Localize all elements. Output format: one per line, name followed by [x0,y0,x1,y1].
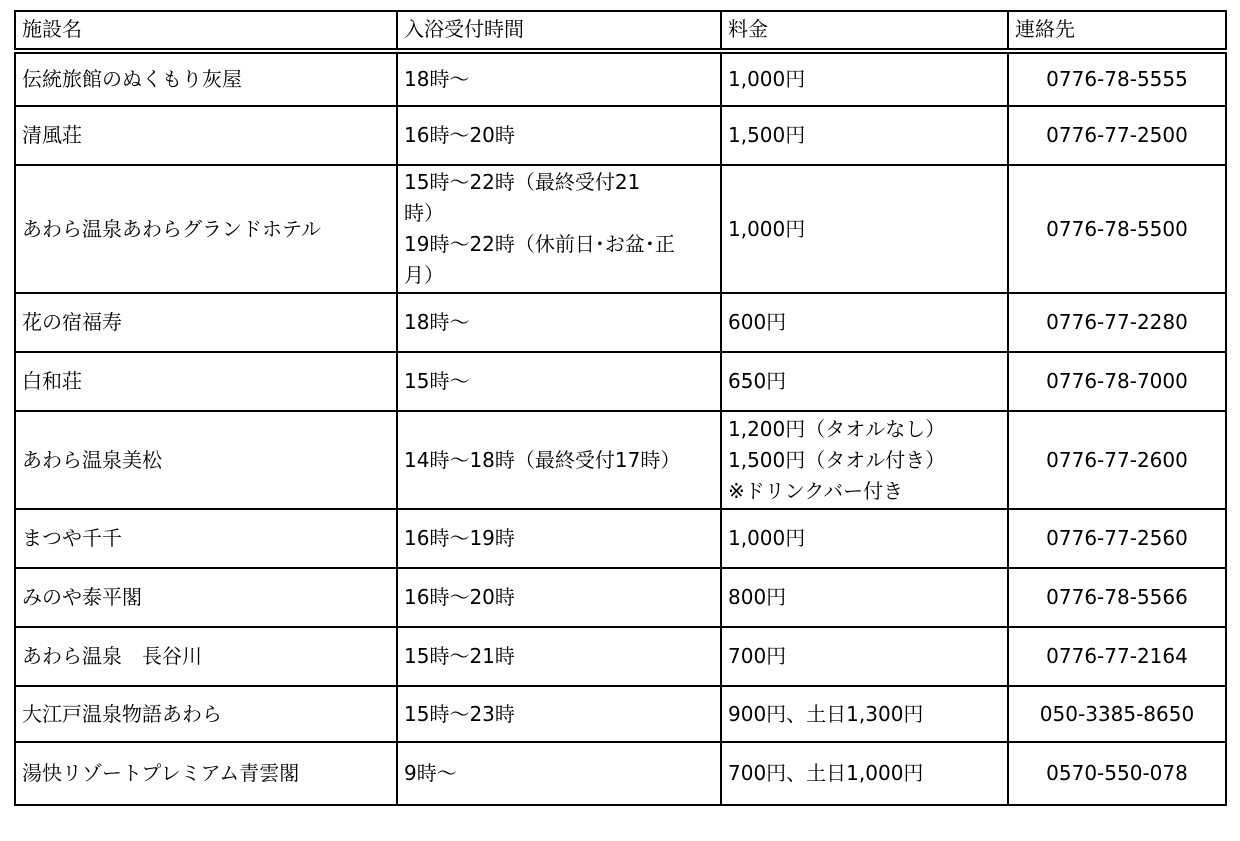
hours-line: 16時～20時 [404,585,515,609]
contact-phone: 050-3385-8650 [1008,686,1226,742]
hours-line: 16時～20時 [404,123,515,147]
table-row [15,568,1226,627]
table-row [15,165,1226,293]
contact-phone: 0776-77-2500 [1008,106,1226,165]
fee-line: 650円 [728,369,787,393]
fee-line: 700円、土日1,000円 [728,761,924,785]
fee-line: 1,500円 [728,123,806,147]
fee-line: 1,200円（タオルなし） [728,416,946,441]
hours-line: 15時～ [404,369,470,393]
header-contact: 連絡先 [1008,11,1226,51]
hours-line: 15時～23時 [404,701,515,726]
fee [721,686,1008,742]
header-name: 施設名 [15,11,397,51]
hours-line: 9時～ [404,761,457,785]
contact-phone: 0776-77-2600 [1008,411,1226,509]
fee-line: 1,000円 [728,526,806,550]
contact-phone: 0776-77-2164 [1008,627,1226,686]
table-row [15,293,1226,352]
reception-hours [397,165,721,293]
fee-line: 700円 [728,644,787,668]
table-row [15,742,1226,805]
reception-hours [397,51,721,106]
table-row [15,411,1226,509]
contact-phone: 0776-78-5555 [1008,51,1226,106]
reception-hours [397,106,721,165]
reception-hours [397,742,721,805]
reception-hours [397,352,721,411]
header-hours: 入浴受付時間 [397,11,721,51]
contact-phone: 0776-78-5500 [1008,165,1226,293]
hours-line: 18時～ [404,67,470,91]
reception-hours [397,568,721,627]
fee-line: 1,000円 [728,67,806,91]
onsen-facility-table [14,10,1227,806]
header-row [15,11,1226,51]
hours-line: 月） [404,263,444,287]
fee [721,627,1008,686]
table-row [15,627,1226,686]
table-row [15,51,1226,106]
fee [721,51,1008,106]
facility-name: 伝統旅館のぬくもり灰屋 [15,51,397,106]
hours-line: 15時～22時（最終受付21 [404,170,641,194]
hours-line: 時） [404,201,444,225]
hours-line: 15時～21時 [404,644,515,668]
hours-line: 19時～22時（休前日･お盆･正 [404,232,675,256]
fee-line: 1,000円 [728,216,806,241]
facility-name: 花の宿福寿 [15,293,397,352]
table-row [15,352,1226,411]
fee [721,742,1008,805]
fee-line: 800円 [728,585,787,609]
reception-hours [397,293,721,352]
contact-phone: 0776-78-5566 [1008,568,1226,627]
reception-hours [397,509,721,568]
table-row [15,509,1226,568]
table-row [15,106,1226,165]
facility-name: あわら温泉あわらグランドホテル [15,165,397,293]
contact-phone: 0776-77-2280 [1008,293,1226,352]
fee [721,568,1008,627]
contact-phone: 0776-77-2560 [1008,509,1226,568]
fee [721,165,1008,293]
hours-line: 16時～19時 [404,526,515,550]
reception-hours [397,627,721,686]
facility-name: 清風荘 [15,106,397,165]
facility-name: みのや泰平閣 [15,568,397,627]
facility-name: あわら温泉美松 [15,411,397,509]
fee [721,411,1008,509]
fee-line: 1,500円（タオル付き） [728,447,946,472]
hours-line: 18時～ [404,310,470,334]
header-fee: 料金 [721,11,1008,51]
facility-name: 大江戸温泉物語あわら [15,686,397,742]
fee [721,293,1008,352]
facility-name: 白和荘 [15,352,397,411]
table-row [15,686,1226,742]
reception-hours [397,686,721,742]
contact-phone: 0570-550-078 [1008,742,1226,805]
fee-line: ※ドリンクバー付き [728,478,904,503]
facility-name: あわら温泉 長谷川 [15,627,397,686]
fee [721,352,1008,411]
contact-phone: 0776-78-7000 [1008,352,1226,411]
fee [721,509,1008,568]
facility-name: まつや千千 [15,509,397,568]
fee [721,106,1008,165]
reception-hours [397,411,721,509]
hours-line: 14時～18時（最終受付17時） [404,447,681,472]
facility-name: 湯快リゾートプレミアム青雲閣 [15,742,397,805]
fee-line: 900円、土日1,300円 [728,701,924,726]
fee-line: 600円 [728,310,787,334]
